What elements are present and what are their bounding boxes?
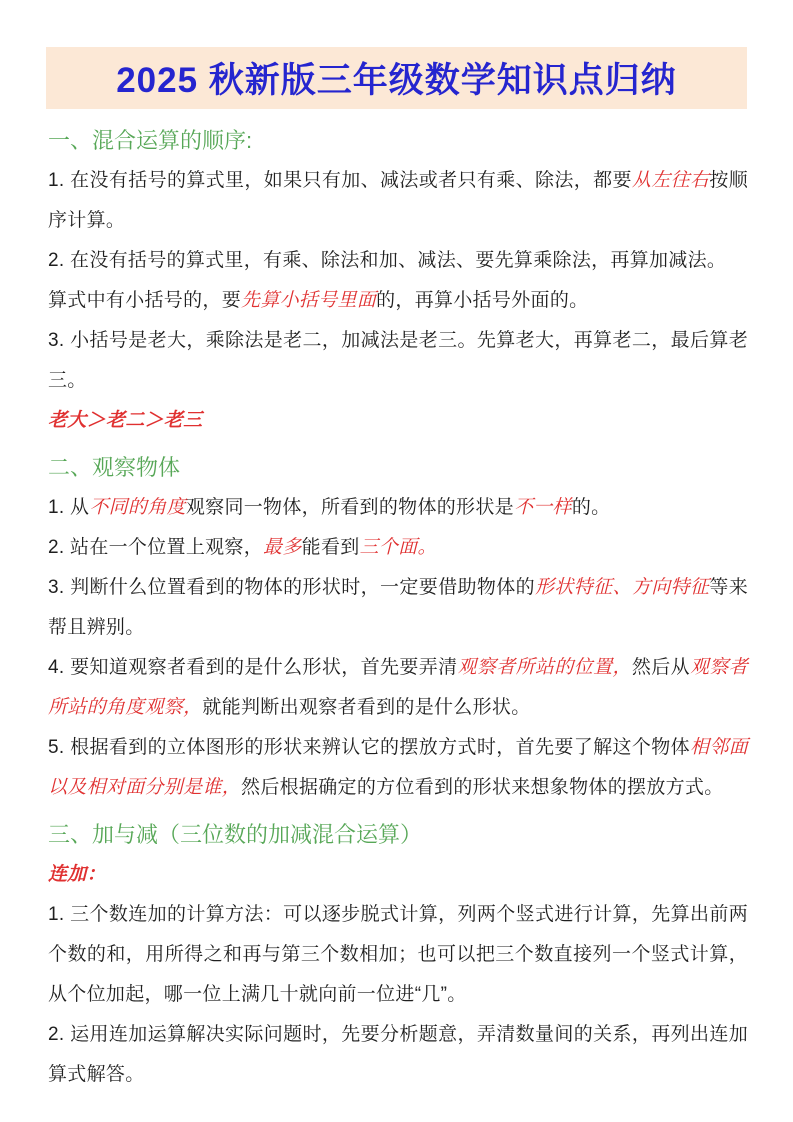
text-segment: 4. 要知道观察者看到的是什么形状，首先要弄清: [48, 657, 458, 678]
title-banner: [46, 47, 747, 109]
paragraph: [48, 281, 748, 321]
text-segment: 然后从: [631, 657, 690, 678]
text-segment: 能看到: [301, 537, 360, 558]
highlighted-text: 最多: [263, 537, 302, 558]
highlight-line: [48, 401, 748, 441]
highlighted-text: 连加：: [48, 864, 106, 885]
paragraph: [48, 161, 748, 241]
highlighted-text: 相邻面以及相对面分别是谁，: [48, 737, 748, 798]
highlight-line: [48, 855, 748, 895]
paragraph: [48, 895, 748, 1015]
text-segment: 观察同一物体，所看到的物体的形状是: [185, 497, 514, 518]
highlighted-text: 不一样: [513, 497, 572, 518]
text-segment: 1. 三个数连加的计算方法：可以逐步脱式计算，列两个竖式进行计算，先算出前两个数的和，用所得之和再与第三个数相加；也可以把三个数直接列一个竖式计算，从个位加起，哪一位上满几十就向前一位进“几”。: [48, 904, 748, 1005]
section-heading: 一、混合运算的顺序:: [48, 128, 253, 153]
text-segment: 算式中有小括号的，要: [48, 290, 242, 311]
highlighted-text: 不同的角度: [89, 497, 186, 518]
text-segment: 3. 小括号是老大，乘除法是老二，加减法是老三。先算老大，再算老二，最后算老三。: [48, 330, 748, 391]
text-segment: 的，再算小括号外面的。: [376, 290, 589, 311]
highlighted-text: 三个面。: [359, 537, 437, 558]
highlighted-text: 先算小括号里面: [241, 290, 377, 311]
highlighted-text: 从左往右: [631, 170, 710, 191]
paragraph: [48, 488, 748, 528]
paragraph: [48, 528, 748, 568]
document-title: 2025 秋新版三年级数学知识点归纳: [116, 61, 677, 100]
highlighted-text: 观察者所站的位置，: [457, 657, 632, 678]
text-segment: 的。: [571, 497, 611, 518]
text-segment: 按顺序计算。: [48, 170, 748, 231]
section-heading: 二、观察物体: [48, 455, 181, 480]
text-segment: 3. 判断什么位置看到的物体的形状时，一定要借助物体的: [48, 577, 535, 598]
paragraph: [48, 241, 748, 281]
highlighted-text: 老大＞老二＞老三: [48, 410, 203, 431]
section-heading: 三、加与减（三位数的加减混合运算）: [48, 822, 423, 847]
paragraph: [48, 1015, 748, 1095]
paragraph: [48, 648, 748, 728]
paragraph: [48, 321, 748, 401]
text-segment: 2. 站在一个位置上观察，: [48, 537, 264, 558]
text-segment: 1. 在没有括号的算式里，如果只有加、减法或者只有乘、除法，都要: [48, 170, 632, 191]
paragraph: [48, 728, 748, 808]
text-segment: 2. 运用连加运算解决实际问题时，先要分析题意，弄清数量间的关系，再列出连加算式解答。: [48, 1024, 748, 1085]
text-segment: 5. 根据看到的立体图形的形状来辨认它的摆放方式时，首先要了解这个物体: [48, 737, 690, 758]
highlighted-text: 观察者所站的角度观察，: [48, 657, 749, 718]
paragraph: [48, 568, 748, 648]
document-content: [48, 109, 748, 1095]
text-segment: 然后根据确定的方位看到的形状来想象物体的摆放方式。: [241, 777, 724, 798]
highlighted-text: 形状特征、方向特征: [534, 577, 710, 598]
text-segment: 就能判断出观察者看到的是什么形状。: [202, 697, 531, 718]
text-segment: 等来帮且辨别。: [48, 577, 748, 638]
text-segment: 1. 从: [48, 497, 90, 518]
text-segment: 2. 在没有括号的算式里，有乘、除法和加、减法、要先算乘除法，再算加减法。: [48, 250, 727, 271]
